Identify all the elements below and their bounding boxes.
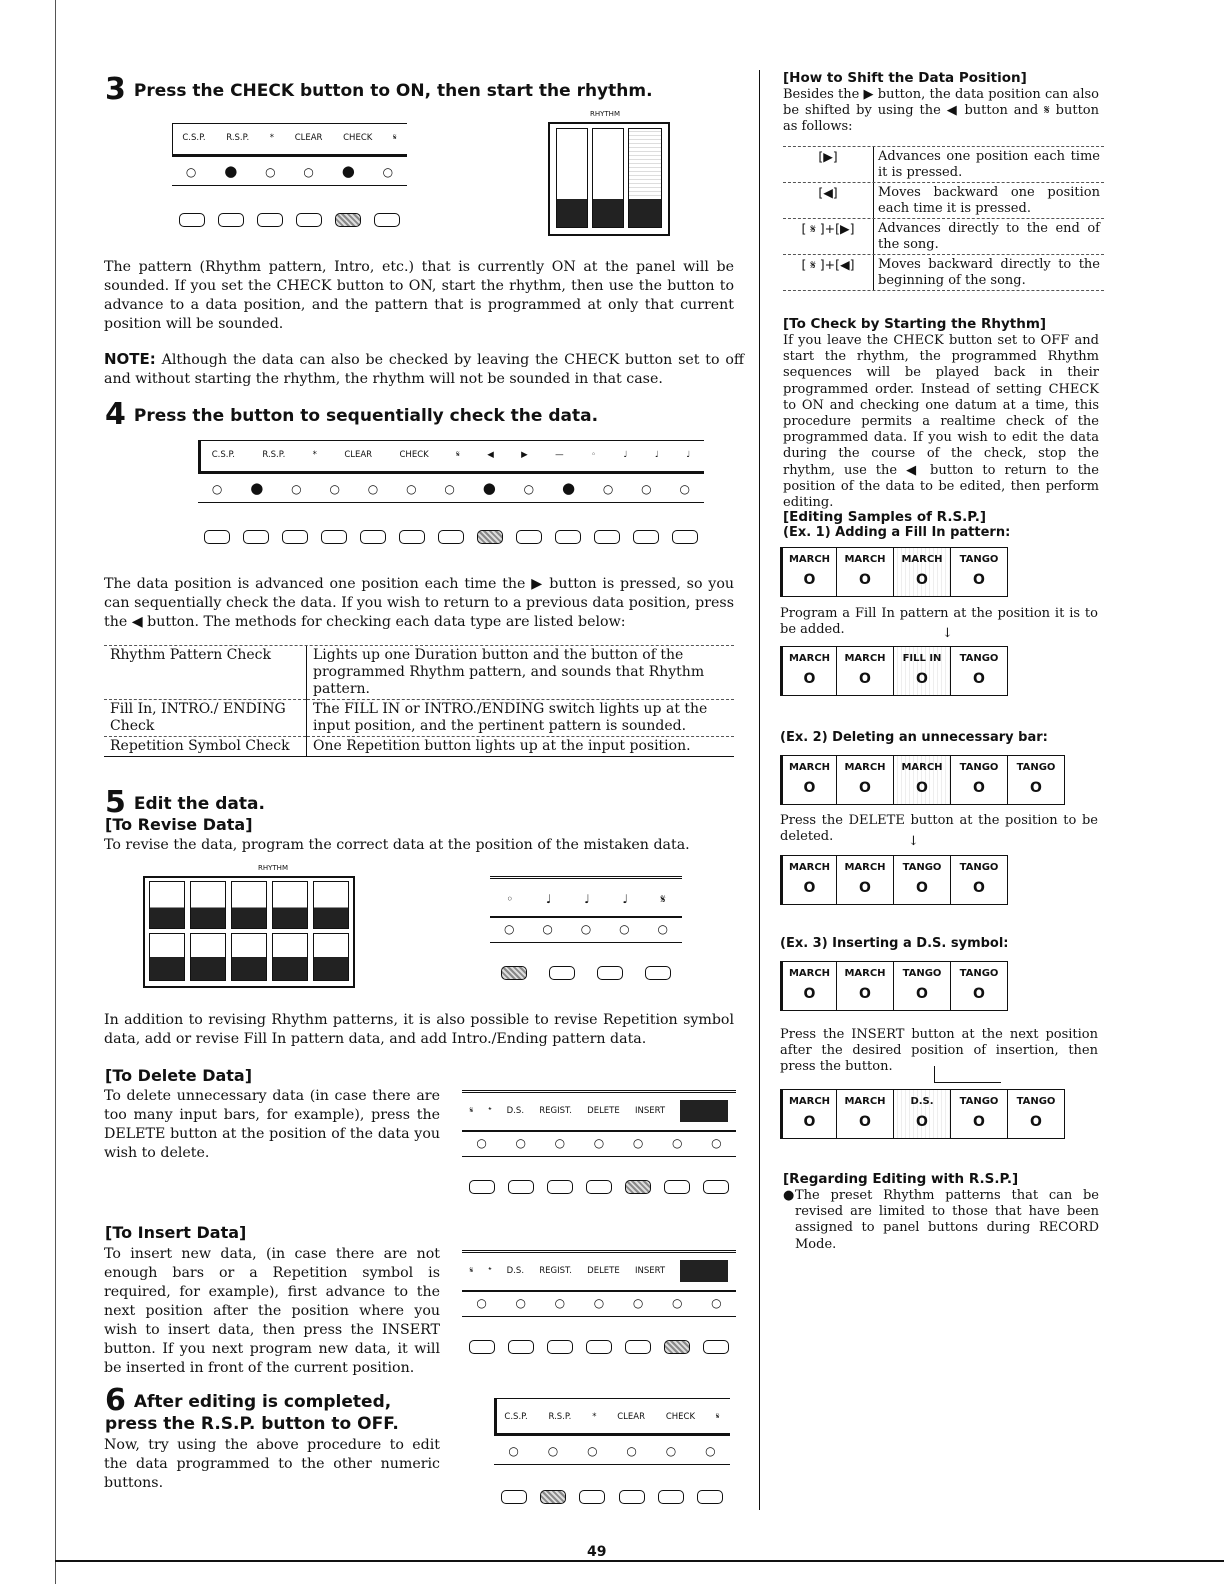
arrow-down-icon: ↓ <box>908 834 919 849</box>
panel-label: CLEAR <box>344 450 373 460</box>
rsp-diagram-ex2-after <box>780 855 1008 905</box>
panel-label: 𝄋 <box>469 1266 474 1276</box>
step-number: 5 <box>105 785 126 820</box>
key-combo: [ 𝄋 ]+[▶] <box>783 219 874 254</box>
rsp-diagram-ex3-before <box>780 961 1008 1011</box>
ex1-label <box>783 525 1010 541</box>
step3-paragraph: The pattern (Rhythm pattern, Intro, etc.) that is currently ON at the panel will be sounded. If you set the CHECK button to ON, start the rhythm, then use the button to advance to a data position, and the pattern that is programmed at only that current position will be sounded. <box>104 259 734 332</box>
revise-paragraph-2: In addition to revising Rhythm patterns, it is also possible to revise Repetition symbol data, add or revise Fill In pattern data, and add Intro./Ending pattern data. <box>104 1012 734 1047</box>
regarding-bullet <box>783 1188 1099 1253</box>
panel-label: ♩ <box>623 450 628 460</box>
page-edge-line <box>55 0 56 1584</box>
panel-label: INSERT <box>634 1106 666 1116</box>
rsp-cell: MARCH O <box>837 647 894 695</box>
step-title: Edit the data. <box>133 794 265 814</box>
shift-key-table <box>783 146 1104 291</box>
panel-label: ♩ <box>654 450 659 460</box>
check-desc: Lights up one Duration button and the button of the programmed Rhythm pattern, and sounds that Rhythm pattern. <box>313 647 705 697</box>
panel-label: R.S.P. <box>262 450 286 460</box>
panel-label: * <box>592 1412 597 1422</box>
panel-label: CLEAR <box>294 133 323 143</box>
rsp-cell: D.S. O <box>894 1090 951 1138</box>
regarding-text: The preset Rhythm patterns that can be revised are limited to those that have been assigned to panel buttons during RECORD Mode. <box>795 1188 1099 1252</box>
step6-heading <box>105 1383 445 1435</box>
samples-subheading: [Editing Samples of R.S.P.] <box>783 509 987 525</box>
note-text: Although the data can also be checked by leaving the CHECK button set to off and without starting the rhythm, the rhythm will not be sounded in that case. <box>104 352 744 387</box>
delete-subheading: [To Delete Data] <box>105 1066 253 1085</box>
rsp-cell: TANGO O <box>951 1090 1008 1138</box>
rsp-cell: MARCH O <box>837 856 894 904</box>
table-row <box>783 219 1104 255</box>
panel-label: C.S.P. <box>211 450 235 460</box>
step4-heading <box>105 397 598 432</box>
panel-diagram-check: C.S.P. R.S.P. * CLEAR CHECK 𝄋 ○ ● ○ ○ ● ○ <box>172 123 407 233</box>
panel-label: C.S.P. <box>504 1412 528 1422</box>
rsp-cell: MARCH O <box>780 756 837 804</box>
insert-paragraph: To insert new data, (in case there are not enough bars or a Repetition symbol is required, for example), first advance to the next position after the position where you wish to insert data, then press the INSERT button. If you next program new data, it will be inserted in front of the current position. <box>104 1246 440 1376</box>
step3-heading <box>105 72 653 107</box>
step4-paragraph: The data position is advanced one position each time the ▶ button is pressed, so you can sequentially check the data. If you wish to return to a previous data position, press the ◀ button. The methods for checking each data type are listed below: <box>104 576 734 630</box>
panel-label: DELETE <box>587 1266 620 1276</box>
rsp-diagram-ex3-after <box>780 1089 1065 1139</box>
page-bottom-rule <box>55 1560 1224 1562</box>
note-label: NOTE: <box>104 350 156 368</box>
key-combo: [ 𝄋 ]+[◀] <box>783 255 874 290</box>
insert-subheading: [To Insert Data] <box>105 1223 247 1242</box>
panel-label: ◦ <box>591 450 597 460</box>
rsp-cell: TANGO O <box>1008 1090 1065 1138</box>
panel-label: R.S.P. <box>548 1412 572 1422</box>
panel-label: D.S. <box>506 1266 525 1276</box>
revise-paragraph: To revise the data, program the correct data at the position of the mistaken data. <box>104 837 690 853</box>
panel-label: CHECK <box>399 450 429 460</box>
key-combo: [▶] <box>783 147 874 182</box>
panel-label: INSERT <box>634 1266 666 1276</box>
panel-label: ♩ <box>686 450 691 460</box>
table-row <box>783 183 1104 219</box>
panel-diagram-rsp-off: C.S.P. R.S.P. * CLEAR CHECK 𝄋 ○ ○ ○ ○ ○ ○ <box>494 1398 730 1510</box>
revise-subheading: [To Revise Data] <box>105 815 253 834</box>
rsp-cell: MARCH O <box>894 548 951 596</box>
check-type: Fill In, INTRO./ ENDING Check <box>104 700 307 737</box>
insert-arrow-icon <box>934 1066 1001 1083</box>
panel-label: R.S.P. <box>226 133 250 143</box>
check-table <box>104 645 734 757</box>
page-number: 49 <box>587 1544 607 1560</box>
rsp-cell: MARCH O <box>837 962 894 1010</box>
table-row <box>104 700 734 737</box>
panel-label: 𝄋 <box>715 1412 720 1422</box>
step-title: Press the CHECK button to ON, then start the rhythm. <box>133 81 653 101</box>
key-combo: [◀] <box>783 183 874 218</box>
table-row <box>104 737 734 757</box>
shift-paragraph: Besides the ▶ button, the data position can also be shifted by using the ◀ button and 𝄋 button as follows: <box>783 87 1099 135</box>
panel-label: * <box>312 450 317 460</box>
table-row <box>104 646 734 700</box>
ex3-note: Press the INSERT button at the next position after the desired position of insertion, then press the button. <box>780 1027 1098 1075</box>
table-row <box>783 255 1104 291</box>
panel-diagram-wide: C.S.P. R.S.P. * CLEAR CHECK 𝄋 ◀ ▶ — ◦ ♩ ♩ ♩ ○ ● ○ ○ ○ ○ ○ ● ○ ● ○ ○ ○ <box>198 440 704 552</box>
panel-label: C.S.P. <box>182 133 206 143</box>
column-divider <box>759 70 760 1510</box>
panel-label: DELETE <box>587 1106 620 1116</box>
rsp-diagram-ex1-after <box>780 646 1008 696</box>
panel-label: 𝄌 <box>488 1106 492 1116</box>
arrow-down-icon: ↓ <box>942 626 953 641</box>
panel-label: — <box>555 450 564 460</box>
rsp-cell: TANGO O <box>1008 756 1065 804</box>
rsp-cell: MARCH O <box>837 548 894 596</box>
panel-label: 𝄋 <box>660 892 666 906</box>
panel-label: ▶ <box>521 450 528 460</box>
rhythm-button-group-illustration <box>548 122 670 236</box>
rsp-cell: TANGO O <box>951 962 1008 1010</box>
rsp-cell: MARCH O <box>894 756 951 804</box>
startcheck-paragraph: If you leave the CHECK button set to OFF and start the rhythm, the programmed Rhythm sequences will be played back in their programmed order. Instead of setting CHECK to ON and checking one datum at a time, this procedure permits a realtime check of the programmed data. If you wish to edit the data during the course of the check, stop the rhythm, use the ◀ button to return to the position of the data to be edited, then perform editing. <box>783 333 1099 511</box>
key-desc: Moves backward one position each time it is pressed. <box>878 185 1100 216</box>
panel-diagram-duration: ◦ ♩ ♩ ♩ 𝄋 ○ ○ ○ ○ ○ <box>490 876 682 986</box>
ex3-text: (Ex. 3) Inserting a D.S. symbol: <box>780 936 1009 951</box>
check-type: Repetition Symbol Check <box>104 737 307 757</box>
rsp-diagram-ex2-before <box>780 755 1065 805</box>
panel-label: CHECK <box>343 133 373 143</box>
step-title: Press the button to sequentially check the data. <box>133 406 599 426</box>
rsp-cell: TANGO O <box>894 962 951 1010</box>
rsp-cell: MARCH O <box>837 756 894 804</box>
panel-label: REGIST. <box>539 1266 572 1276</box>
startcheck-subheading: [To Check by Starting the Rhythm] <box>783 316 1047 332</box>
rsp-cell: TANGO O <box>951 856 1008 904</box>
step-number: 3 <box>105 72 126 107</box>
rsp-cell: MARCH O <box>780 647 837 695</box>
key-desc: Moves backward directly to the beginning of the song. <box>878 257 1100 288</box>
delete-paragraph: To delete unnecessary data (in case there are too many input bars, for example), press the DELETE button at the position of the data you wish to delete. <box>104 1088 440 1161</box>
rsp-cell: MARCH O <box>780 548 837 596</box>
key-desc: Advances one position each time it is pressed. <box>878 149 1100 180</box>
rhythm-button-grid-illustration <box>143 876 355 988</box>
check-type: Rhythm Pattern Check <box>104 646 307 700</box>
ex2-note: Press the DELETE button at the position to be deleted. <box>780 813 1098 845</box>
ex1-text: (Ex. 1) Adding a Fill In pattern: <box>783 525 1011 540</box>
step6-paragraph: Now, try using the above procedure to edit the data programmed to the other numeric buttons. <box>104 1437 440 1491</box>
panel-label: ◀ <box>487 450 494 460</box>
panel-label: ◦ <box>506 892 514 906</box>
panel-label: 𝄋 <box>456 450 460 460</box>
rsp-cell: MARCH O <box>780 962 837 1010</box>
rsp-cell: MARCH O <box>780 856 837 904</box>
table-row <box>783 147 1104 183</box>
rsp-diagram-ex1-before <box>780 547 1008 597</box>
ex3-label <box>780 936 1009 952</box>
check-desc: One Repetition button lights up at the input position. <box>313 738 691 754</box>
rhythm-label: RHYTHM <box>258 864 288 872</box>
rsp-cell: TANGO O <box>951 647 1008 695</box>
panel-label: CLEAR <box>617 1412 646 1422</box>
rsp-cell: TANGO O <box>894 856 951 904</box>
panel-label: REGIST. <box>539 1106 572 1116</box>
rhythm-label: RHYTHM <box>590 110 620 118</box>
panel-diagram-insert: 𝄋 𝄌 D.S. REGIST. DELETE INSERT ○ ○ ○ ○ ○ ○ ○ <box>462 1250 736 1362</box>
panel-label: ♩ <box>545 892 552 906</box>
panel-label: 𝄌 <box>488 1266 492 1276</box>
note <box>104 350 744 389</box>
panel-diagram-delete: 𝄋 𝄌 D.S. REGIST. DELETE INSERT ○ ○ ○ ○ ○ ○ ○ <box>462 1090 736 1202</box>
check-desc: The FILL IN or INTRO./ENDING switch lights up at the input position, and the pertinent pattern is sounded. <box>313 701 708 734</box>
panel-label: 𝄋 <box>469 1106 474 1116</box>
regarding-subheading: [Regarding Editing with R.S.P.] <box>783 1171 1019 1187</box>
panel-label: D.S. <box>506 1106 525 1116</box>
step-number: 6 <box>105 1383 126 1418</box>
panel-label: ♩ <box>622 892 628 906</box>
panel-label: * <box>269 133 275 143</box>
rsp-cell: MARCH O <box>780 1090 837 1138</box>
step-number: 4 <box>105 397 126 432</box>
panel-label: 𝄋 <box>393 133 397 143</box>
ex1-note: Program a Fill In pattern at the position it is to be added. <box>780 606 1098 638</box>
rsp-cell: TANGO O <box>951 756 1008 804</box>
key-desc: Advances directly to the end of the song. <box>878 221 1100 252</box>
rsp-cell: FILL IN O <box>894 647 951 695</box>
step-title: After editing is completed, press the R.S.P. button to OFF. <box>105 1392 399 1434</box>
rsp-cell: TANGO O <box>951 548 1008 596</box>
shift-subheading: [How to Shift the Data Position] <box>783 70 1027 86</box>
rsp-cell: MARCH O <box>837 1090 894 1138</box>
bullet-icon: ● <box>783 1188 795 1203</box>
panel-label: ♩ <box>584 892 590 906</box>
ex2-label <box>780 730 1048 746</box>
panel-label: CHECK <box>665 1412 696 1422</box>
ex2-text: (Ex. 2) Deleting an unnecessary bar: <box>780 730 1048 745</box>
